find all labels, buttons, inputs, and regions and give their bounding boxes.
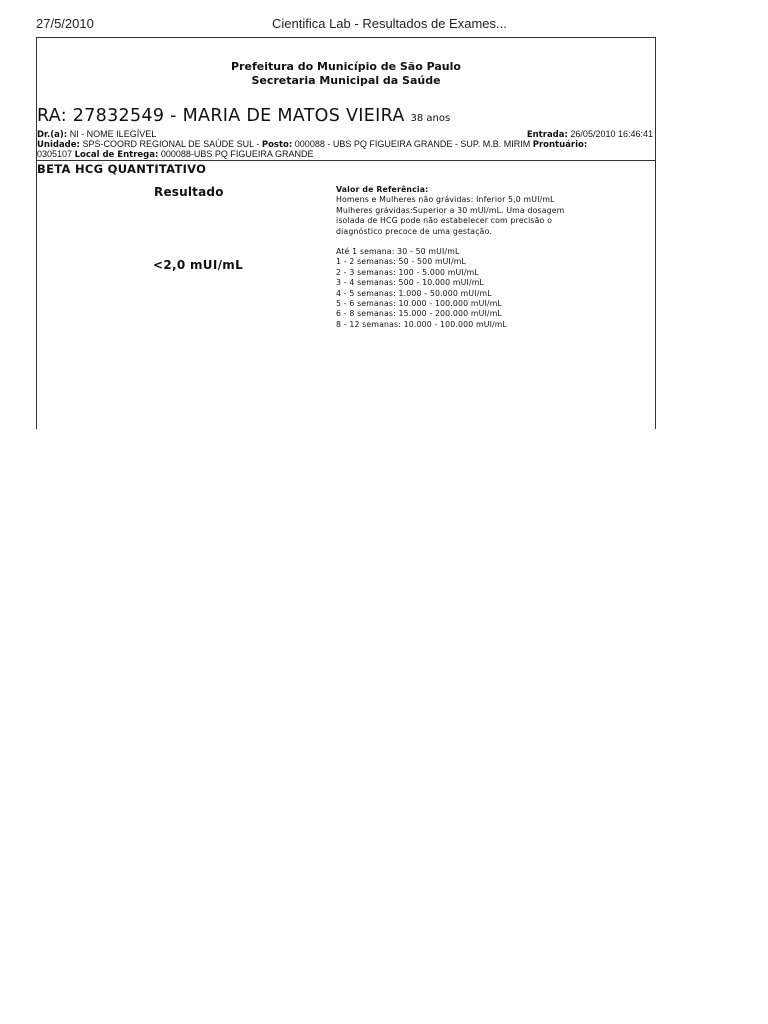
posto-value: 000088 - UBS PQ FIGUEIRA GRANDE - SUP. M.B. MIRIM: [294, 139, 531, 149]
reference-line: diagnóstico precoce de uma gestação.: [336, 226, 493, 236]
reference-values: [336, 185, 646, 330]
ra-number: 27832549: [72, 106, 165, 126]
gestation-range: 2 - 3 semanas: 100 - 5.000 mUI/mL: [336, 267, 479, 277]
reference-line: Mulheres grávidas:Superior a 30 mUI/mL. Uma dosagem: [336, 205, 565, 215]
exam-title: BETA HCG QUANTITATIVO: [37, 162, 207, 176]
patient-line: [37, 106, 655, 126]
print-date: 27/5/2010: [36, 16, 94, 31]
reference-line: isolada de HCG pode não estabelecer com precisão o: [336, 216, 553, 226]
gestation-range: 3 - 4 semanas: 500 - 10.000 mUI/mL: [336, 278, 484, 288]
gestation-range: 1 - 2 semanas: 50 - 500 mUI/mL: [336, 257, 467, 267]
ra-label: RA:: [37, 106, 67, 126]
organization-line-2: Secretaria Municipal da Saúde: [251, 74, 441, 87]
result-label: Resultado: [154, 185, 224, 199]
gestation-range: 5 - 6 semanas: 10.000 - 100.000 mUI/mL: [336, 299, 502, 309]
organization-line-1: Prefeitura do Município de São Paulo: [231, 60, 461, 73]
reference-line: Homens e Mulheres não grávidas: Inferior 5,0 mUI/mL: [336, 195, 555, 205]
organization-header: [37, 60, 655, 88]
doctor-label: Dr.(a):: [37, 130, 68, 140]
unidade-value: SPS-COORD REGIONAL DE SAÚDE SUL -: [82, 139, 260, 149]
gestation-range: 6 - 8 semanas: 15.000 - 200.000 mUI/mL: [336, 309, 502, 319]
patient-name: MARIA DE MATOS VIEIRA: [182, 106, 405, 126]
local-entrega-label: Local de Entrega:: [74, 150, 159, 160]
gestation-range: 8 - 12 semanas: 10.000 - 100.000 mUI/mL: [336, 319, 508, 329]
gestation-range: Até 1 semana: 30 - 50 mUI/mL: [336, 247, 460, 257]
section-divider: [37, 160, 655, 161]
gestation-range: 4 - 5 semanas: 1.000 - 50.000 mUI/mL: [336, 288, 492, 298]
doctor-value: NI - NOME ILEGÍVEL: [69, 129, 157, 139]
reference-spacer: [336, 237, 646, 247]
ra-separator: -: [170, 106, 177, 126]
lab-report: [36, 37, 656, 429]
result-value: <2,0 mUI/mL: [153, 258, 244, 272]
prontuario-row: [37, 149, 655, 160]
prontuario-label: Prontuário:: [532, 140, 588, 150]
reference-title: Valor de Referência:: [336, 185, 429, 194]
print-header: [36, 16, 656, 34]
entrada-value: 26/05/2010 16:46:41: [570, 129, 653, 139]
posto-label: Posto:: [261, 140, 293, 150]
print-page-title: Cientifica Lab - Resultados de Exames...: [272, 16, 507, 31]
prontuario-value: 0305107: [37, 149, 73, 159]
patient-age: 38 anos: [410, 113, 451, 124]
entrada-label: Entrada:: [526, 130, 568, 140]
unidade-label: Unidade:: [37, 140, 80, 150]
local-entrega-value: 000088-UBS PQ FIGUEIRA GRANDE: [160, 149, 314, 159]
